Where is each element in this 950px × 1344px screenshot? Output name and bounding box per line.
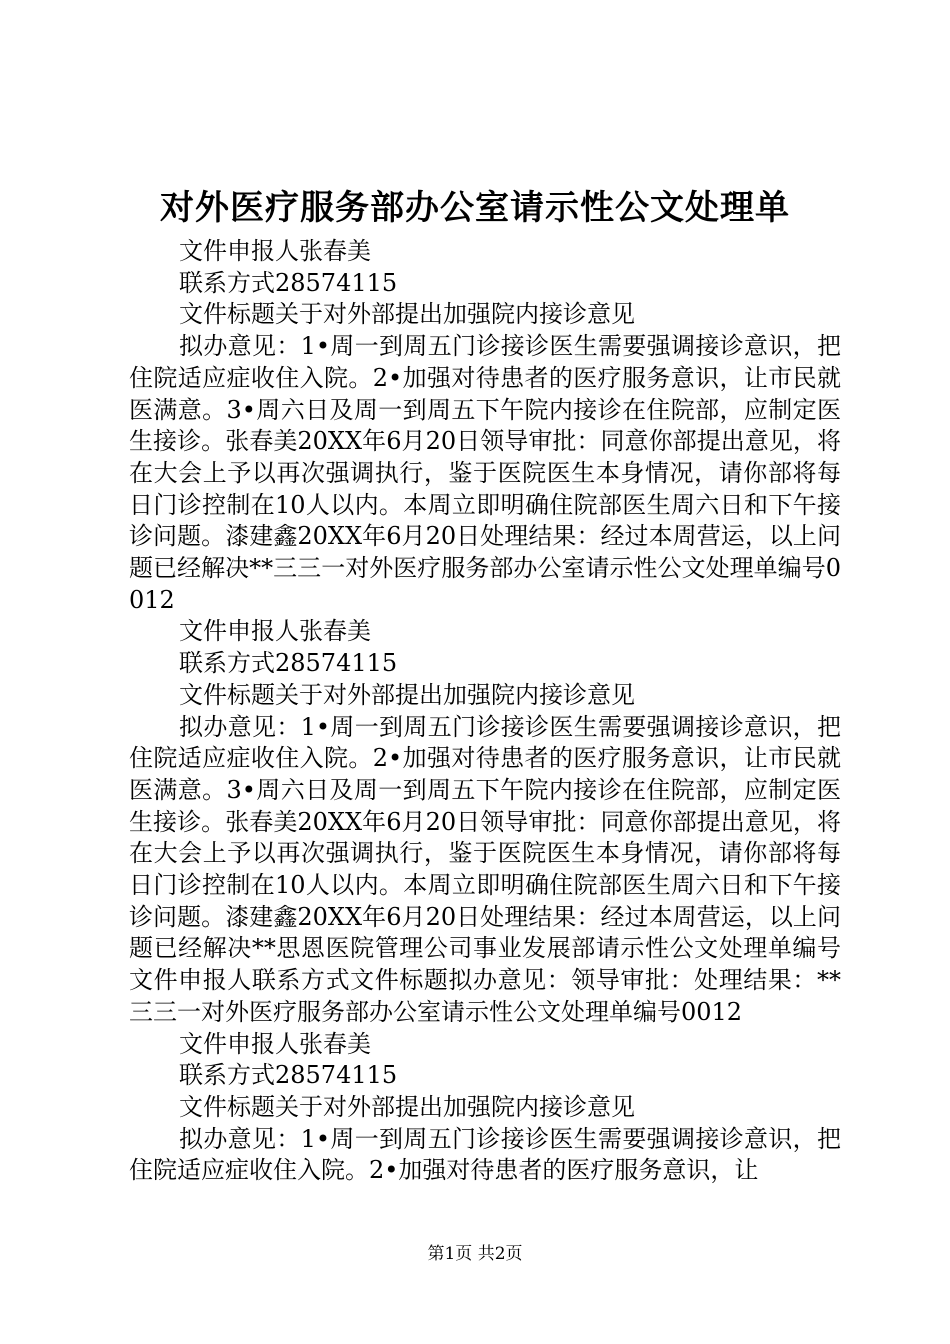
page-footer: 第1页 共2页 <box>427 1244 523 1264</box>
paragraph-applicant: 文件申报人张春美 <box>179 1029 371 1058</box>
paragraph-contact: 联系方式28574115 <box>179 268 398 297</box>
paragraph-contact: 联系方式28574115 <box>179 649 398 678</box>
paragraph-opinion: 拟办意见：1•周一到周五门诊接诊医生需要强调接诊意识，把住院适应症收住入院。2•加强对待患者的医疗服务意识，让市民就医满意。3•周六日及周一到周五下午院内接诊在住院部，应制定医生接诊。张春美20XX年6月20日领导审批：同意你部提出意见，将在大会上予以再次强调执行，鉴于医院医生本身情况，请你部将每日门诊控制在10人以内。本周立即明确住院部医生周六日和下午接诊问题。漆建鑫20XX年6月20日处理结果：经过本周营运，以上问题已经解决**三三一对外医疗服务部办公室请示性公文处理单编号0012 <box>129 332 841 614</box>
paragraph-opinion: 拟办意见：1•周一到周五门诊接诊医生需要强调接诊意识，把住院适应症收住入院。2•加强对待患者的医疗服务意识，让市民就医满意。3•周六日及周一到周五下午院内接诊在住院部，应制定医生接诊。张春美20XX年6月20日领导审批：同意你部提出意见，将在大会上予以再次强调执行，鉴于医院医生本身情况，请你部将每日门诊控制在10人以内。本周立即明确住院部医生周六日和下午接诊问题。漆建鑫20XX年6月20日处理结果：经过本周营运，以上问题已经解决**思恩医院管理公司事业发展部请示性公文处理单编号文件申报人联系方式文件标题拟办意见：领导审批：处理结果：**三三一对外医疗服务部办公室请示性公文处理单编号0012 <box>129 712 841 1026</box>
paragraph-subject: 文件标题关于对外部提出加强院内接诊意见 <box>179 300 635 329</box>
paragraph-opinion: 拟办意见：1•周一到周五门诊接诊医生需要强调接诊意识，把住院适应症收住入院。2•加强对待患者的医疗服务意识，让 <box>129 1124 841 1185</box>
paragraph-applicant: 文件申报人张春美 <box>179 237 371 265</box>
paragraph-subject: 文件标题关于对外部提出加强院内接诊意见 <box>179 680 635 709</box>
paragraph-applicant: 文件申报人张春美 <box>179 617 371 646</box>
document-body <box>129 236 841 1187</box>
page-title: 对外医疗服务部办公室请示性公文处理单 <box>160 188 790 228</box>
paragraph-contact: 联系方式28574115 <box>179 1061 398 1090</box>
paragraph-subject: 文件标题关于对外部提出加强院内接诊意见 <box>179 1092 635 1121</box>
